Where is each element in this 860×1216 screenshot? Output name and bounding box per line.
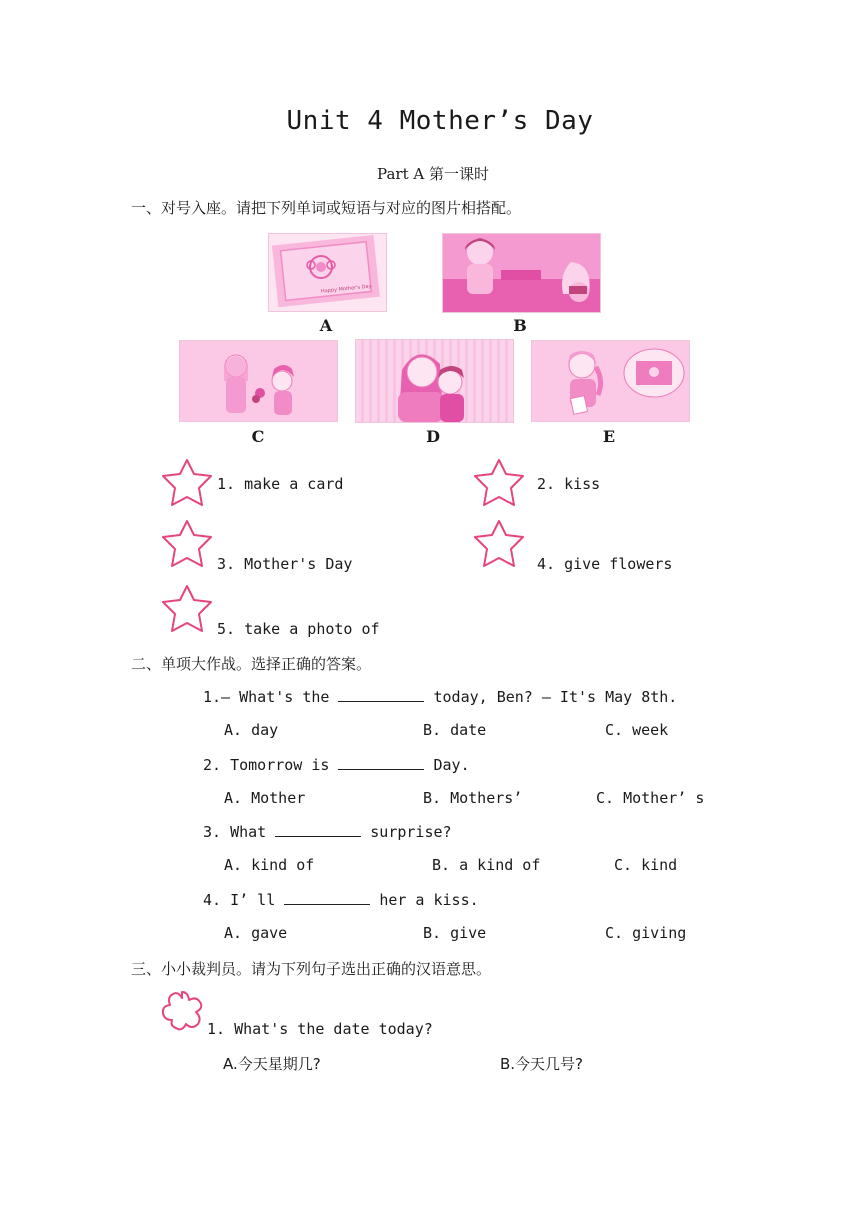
make-card-illustration (532, 341, 689, 421)
match-item-3: 3. Mother's Day (217, 555, 353, 573)
question-text: today, Ben? — It's May 8th. (433, 688, 678, 706)
page-title: Unit 4 Mother’s Day (286, 106, 594, 136)
option: B.今天几号? (500, 1055, 584, 1073)
match-item-5: 5. take a photo of (217, 620, 380, 638)
picture-label-a: A (319, 316, 333, 335)
star-icon (158, 457, 216, 509)
kiss-illustration (356, 340, 513, 422)
option: A. kind of (224, 856, 315, 874)
star-icon (470, 518, 528, 570)
option: B. date (423, 721, 487, 739)
section-3-heading: 三、小小裁判员。请为下列句子选出正确的汉语意思。 (131, 960, 492, 978)
flower-icon (158, 988, 206, 1034)
option: C. giving (605, 924, 687, 942)
picture-label-e: E (602, 427, 616, 446)
question-text: 3. What (203, 823, 267, 841)
picture-c-give-flowers (179, 340, 338, 422)
section-1-heading: 一、对号入座。请把下列单词或短语与对应的图片相搭配。 (131, 199, 522, 217)
picture-label-b: B (513, 316, 527, 335)
flowers-illustration (180, 341, 337, 421)
option: C. kind (614, 856, 678, 874)
picture-e-make-card (531, 340, 690, 422)
match-item-1: 1. make a card (217, 475, 344, 493)
star-icon (158, 518, 216, 570)
card-illustration (269, 234, 386, 311)
option: B. Mothers’ (423, 789, 523, 807)
page-subtitle: Part A 第一课时 (377, 165, 489, 183)
question-2-1 (203, 687, 677, 706)
question-text: 2. Tomorrow is (203, 756, 330, 774)
answer-blank[interactable] (284, 890, 370, 905)
answer-blank[interactable] (338, 687, 424, 702)
picture-label-c: C (251, 427, 265, 446)
question-text: Day. (433, 756, 470, 774)
picture-label-d: D (426, 427, 440, 446)
option: A. Mother (224, 789, 306, 807)
section-2-heading: 二、单项大作战。选择正确的答案。 (131, 655, 372, 673)
option: B. give (423, 924, 487, 942)
question-text: surprise? (370, 823, 452, 841)
picture-d-kiss (355, 339, 514, 423)
question-3-1: 1. What's the date today? (207, 1020, 433, 1038)
answer-blank[interactable] (275, 822, 361, 837)
option: B. a kind of (432, 856, 541, 874)
question-text: 1.— What's the (203, 688, 330, 706)
question-2-4 (203, 890, 479, 909)
question-text: her a kiss. (379, 891, 479, 909)
question-text: 4. I’ ll (203, 891, 276, 909)
question-2-2 (203, 755, 470, 774)
option: A. day (224, 721, 279, 739)
question-2-3 (203, 822, 452, 841)
option: C. Mother’ s (596, 789, 705, 807)
option: A. gave (224, 924, 288, 942)
card-caption: Happy Mother's Day (320, 283, 372, 295)
answer-blank[interactable] (338, 755, 424, 770)
photo-illustration (443, 234, 600, 312)
match-item-4: 4. give flowers (537, 555, 673, 573)
match-item-2: 2. kiss (537, 475, 601, 493)
option: A.今天星期几? (223, 1055, 321, 1073)
picture-b-photo (442, 233, 601, 313)
star-icon (158, 583, 216, 635)
option: C. week (605, 721, 669, 739)
star-icon (470, 457, 528, 509)
picture-a-card (268, 233, 387, 312)
